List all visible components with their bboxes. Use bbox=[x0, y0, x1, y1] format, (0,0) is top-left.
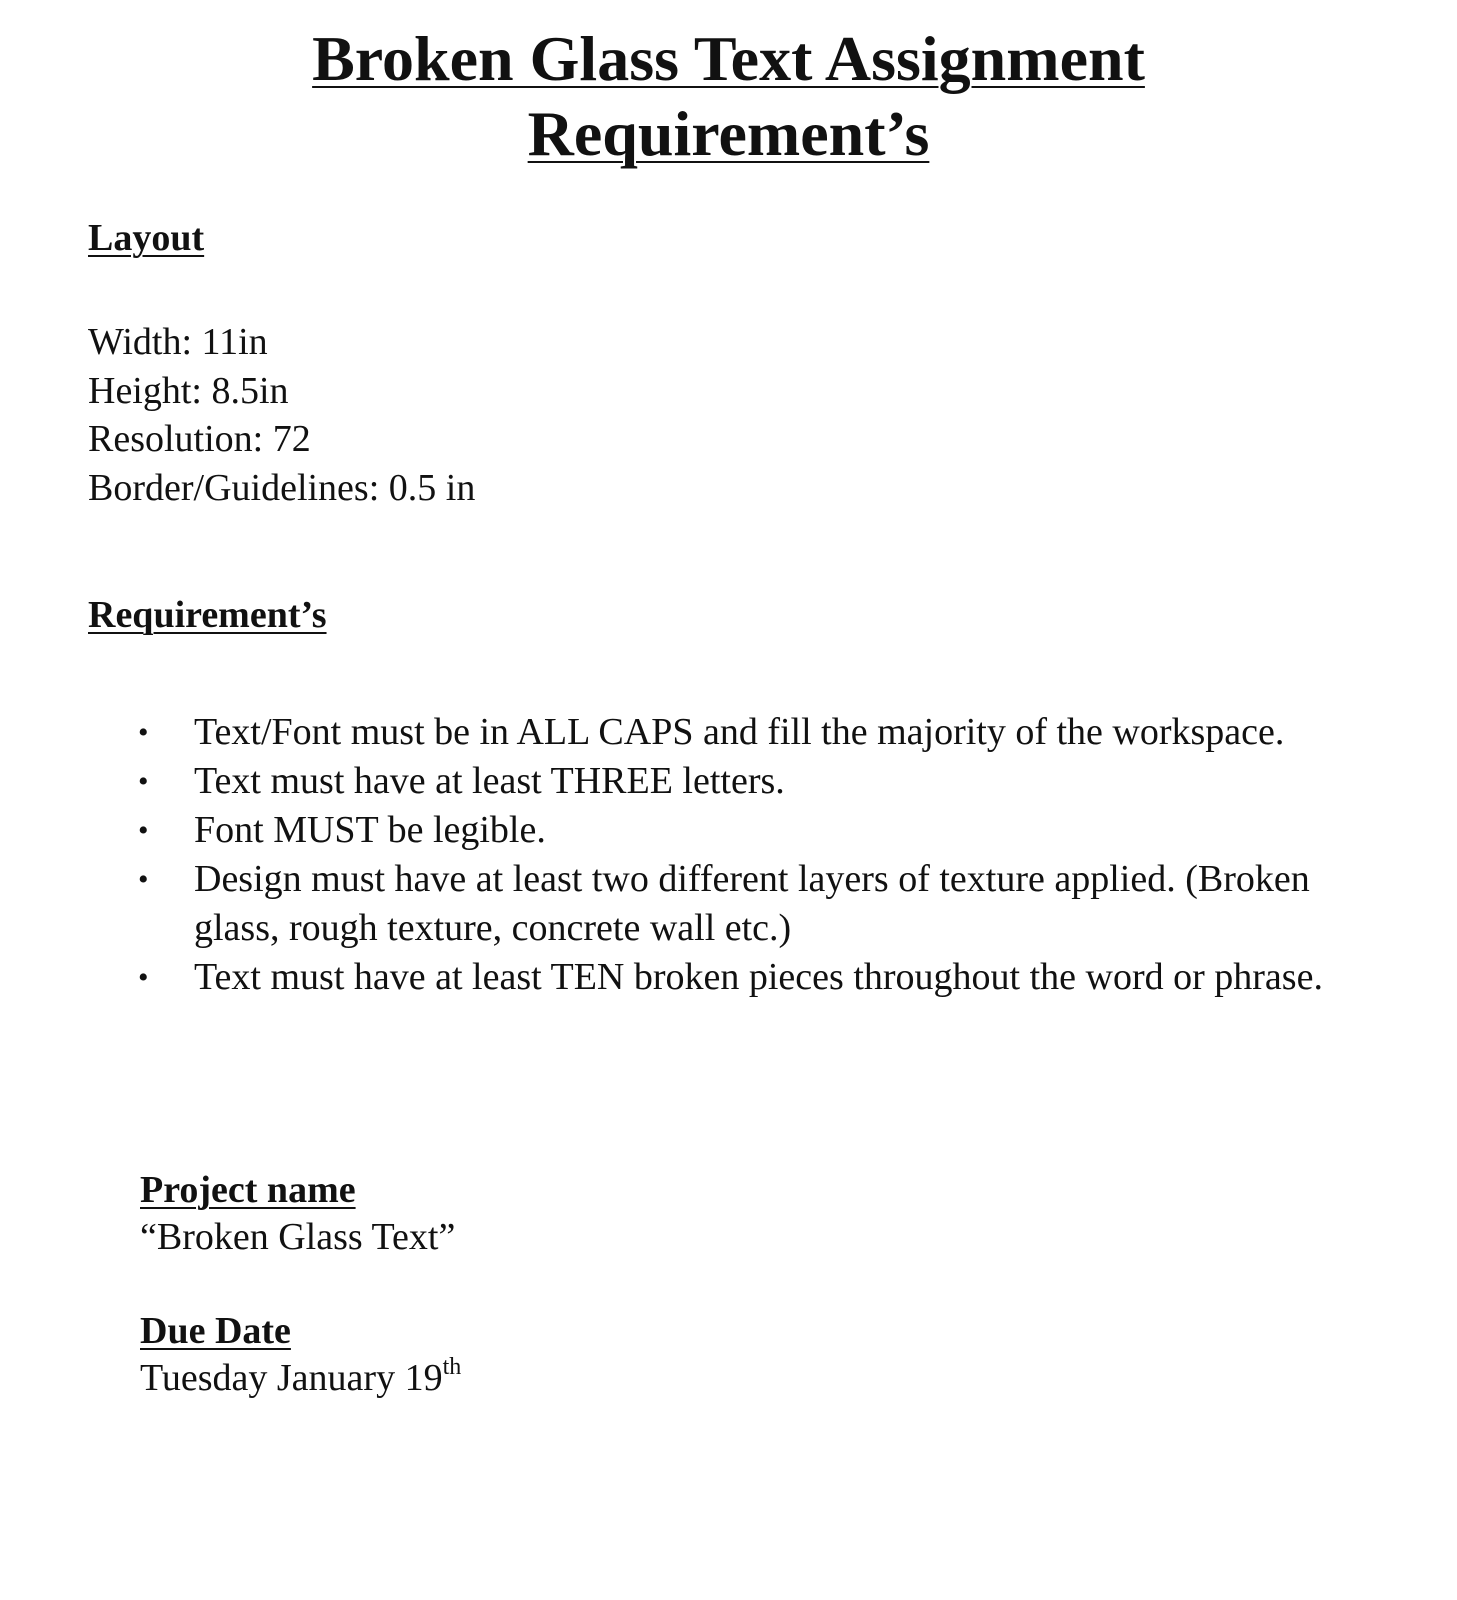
title-line-2-text: Requirement’s bbox=[527, 98, 930, 169]
layout-item-border: Border/Guidelines: 0.5 in bbox=[88, 466, 476, 509]
bullet-icon: • bbox=[138, 961, 149, 994]
requirement-text: Text/Font must be in ALL CAPS and fill the majority of the workspace. bbox=[194, 711, 1285, 753]
project-name-heading: Project name bbox=[140, 1169, 356, 1211]
project-name-value: “Broken Glass Text” bbox=[140, 1216, 456, 1258]
layout-item-height: Height: 8.5in bbox=[88, 369, 289, 412]
requirement-text: Font MUST be legible. bbox=[194, 809, 546, 851]
requirement-item bbox=[138, 757, 1338, 806]
requirement-item bbox=[138, 806, 1338, 855]
due-date-text: Tuesday January 19 bbox=[140, 1357, 443, 1399]
requirements-heading: Requirement’s bbox=[88, 594, 327, 636]
bullet-icon: • bbox=[138, 716, 149, 749]
bullet-icon: • bbox=[138, 814, 149, 847]
layout-item-width: Width: 11in bbox=[88, 321, 268, 363]
requirement-text: Design must have at least two different layers of texture applied. (Broken glass, rough texture, concrete wall etc.) bbox=[194, 858, 1310, 949]
requirement-text: Text must have at least TEN broken pieces throughout the word or phrase. bbox=[194, 956, 1323, 998]
requirements-list bbox=[138, 708, 1338, 1002]
due-date-ordinal-suffix: th bbox=[442, 1354, 462, 1380]
requirement-item bbox=[138, 953, 1338, 1002]
layout-heading: Layout bbox=[88, 217, 205, 259]
due-date-value bbox=[140, 1356, 461, 1400]
requirement-text: Text must have at least THREE letters. bbox=[194, 760, 785, 802]
layout-item-resolution: Resolution: 72 bbox=[88, 418, 311, 460]
layout-list bbox=[88, 318, 475, 512]
requirement-item bbox=[138, 855, 1338, 953]
due-date-heading: Due Date bbox=[140, 1310, 291, 1352]
document-title-line-2 bbox=[0, 97, 1457, 171]
document-title-line-1 bbox=[0, 22, 1457, 96]
bullet-icon: • bbox=[138, 863, 149, 896]
title-line-1-text: Broken Glass Text Assignment bbox=[312, 23, 1145, 94]
requirement-item bbox=[138, 708, 1338, 757]
bullet-icon: • bbox=[138, 765, 149, 798]
